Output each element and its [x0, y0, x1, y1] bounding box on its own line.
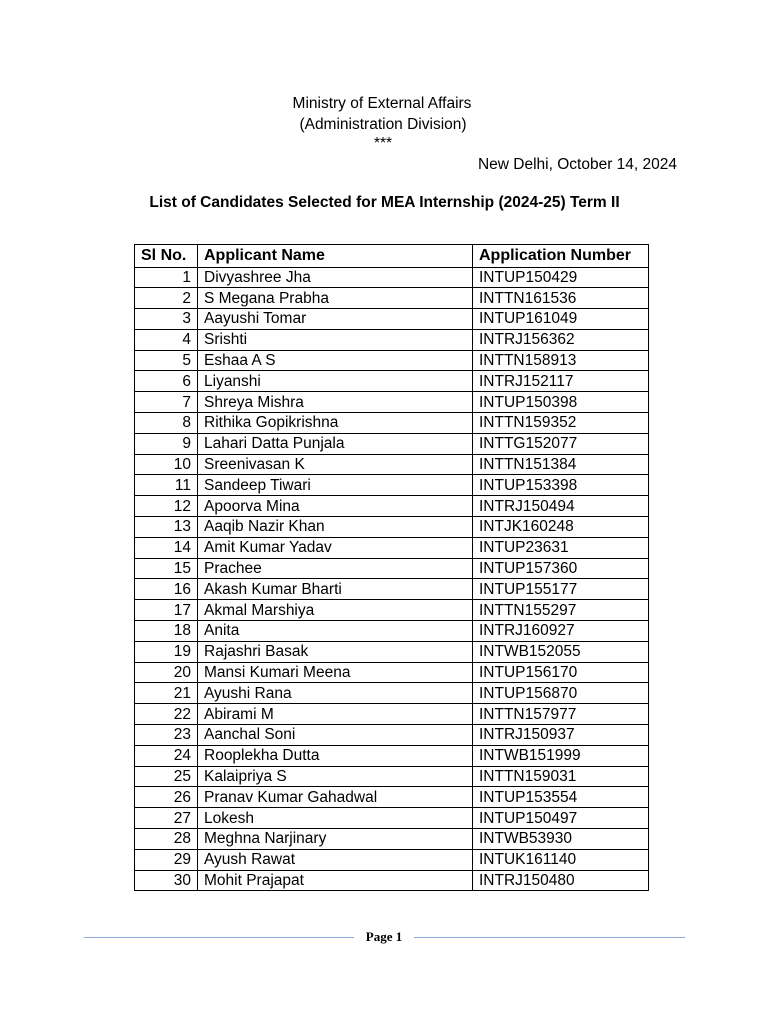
- sl-no-cell: 19: [135, 641, 198, 662]
- sl-no-cell: 29: [135, 849, 198, 870]
- applicant-name-cell: Akmal Marshiya: [198, 600, 473, 621]
- table-row: [135, 745, 649, 766]
- table-row: [135, 641, 649, 662]
- sl-no-cell: 22: [135, 704, 198, 725]
- footer-rule-right: [414, 937, 685, 938]
- candidates-table: [134, 244, 649, 891]
- date-line: New Delhi, October 14, 2024: [477, 156, 677, 173]
- sl-no-cell: 16: [135, 579, 198, 600]
- application-number-cell: INTWB53930: [473, 829, 649, 850]
- application-number-cell: INTUP23631: [473, 537, 649, 558]
- application-number-cell: INTUP156870: [473, 683, 649, 704]
- table-row: [135, 392, 649, 413]
- applicant-name-cell: Shreya Mishra: [198, 392, 473, 413]
- applicant-name-cell: Abirami M: [198, 704, 473, 725]
- table-row: [135, 704, 649, 725]
- table-row: [135, 413, 649, 434]
- sl-no-cell: 30: [135, 870, 198, 891]
- application-number-cell: INTUP156170: [473, 662, 649, 683]
- applicant-name-cell: Kalaipriya S: [198, 766, 473, 787]
- table-row: [135, 787, 649, 808]
- applicant-name-cell: Rajashri Basak: [198, 641, 473, 662]
- table-row: [135, 475, 649, 496]
- applicant-name-cell: Rithika Gopikrishna: [198, 413, 473, 434]
- column-header-sl-no: Sl No.: [135, 245, 198, 268]
- application-number-cell: INTTN157977: [473, 704, 649, 725]
- page-number: Page 1: [365, 929, 403, 944]
- sl-no-cell: 15: [135, 558, 198, 579]
- application-number-cell: INTRJ150494: [473, 496, 649, 517]
- sl-no-cell: 6: [135, 371, 198, 392]
- table-row: [135, 433, 649, 454]
- applicant-name-cell: Sandeep Tiwari: [198, 475, 473, 496]
- applicant-name-cell: Amit Kumar Yadav: [198, 537, 473, 558]
- application-number-cell: INTRJ152117: [473, 371, 649, 392]
- applicant-name-cell: Aayushi Tomar: [198, 309, 473, 330]
- application-number-cell: INTUP150497: [473, 808, 649, 829]
- applicant-name-cell: Divyashree Jha: [198, 267, 473, 288]
- sl-no-cell: 17: [135, 600, 198, 621]
- applicant-name-cell: Lahari Datta Punjala: [198, 433, 473, 454]
- applicant-name-cell: Pranav Kumar Gahadwal: [198, 787, 473, 808]
- applicant-name-cell: Prachee: [198, 558, 473, 579]
- applicant-name-cell: Lokesh: [198, 808, 473, 829]
- sl-no-cell: 28: [135, 829, 198, 850]
- sl-no-cell: 9: [135, 433, 198, 454]
- sl-no-cell: 10: [135, 454, 198, 475]
- document-title: List of Candidates Selected for MEA Internship (2024-25) Term II: [149, 194, 620, 211]
- division-name: (Administration Division): [299, 116, 467, 133]
- application-number-cell: INTUP150398: [473, 392, 649, 413]
- applicant-name-cell: Ayush Rawat: [198, 849, 473, 870]
- application-number-cell: INTRJ150480: [473, 870, 649, 891]
- table-row: [135, 350, 649, 371]
- applicant-name-cell: Aanchal Soni: [198, 725, 473, 746]
- table-row: [135, 454, 649, 475]
- ministry-name: Ministry of External Affairs: [292, 95, 472, 112]
- application-number-cell: INTUP153398: [473, 475, 649, 496]
- sl-no-cell: 12: [135, 496, 198, 517]
- application-number-cell: INTTN155297: [473, 600, 649, 621]
- application-number-cell: INTTN159031: [473, 766, 649, 787]
- applicant-name-cell: S Megana Prabha: [198, 288, 473, 309]
- application-number-cell: INTTN151384: [473, 454, 649, 475]
- application-number-cell: INTRJ156362: [473, 329, 649, 350]
- column-header-application-number: Application Number: [473, 245, 649, 268]
- application-number-cell: INTUK161140: [473, 849, 649, 870]
- table-row: [135, 621, 649, 642]
- sl-no-cell: 1: [135, 267, 198, 288]
- sl-no-cell: 13: [135, 517, 198, 538]
- table-row: [135, 537, 649, 558]
- sl-no-cell: 23: [135, 725, 198, 746]
- applicant-name-cell: Mohit Prajapat: [198, 870, 473, 891]
- sl-no-cell: 20: [135, 662, 198, 683]
- table-row: [135, 829, 649, 850]
- application-number-cell: INTRJ160927: [473, 621, 649, 642]
- application-number-cell: INTWB151999: [473, 745, 649, 766]
- application-number-cell: INTUP153554: [473, 787, 649, 808]
- application-number-cell: INTUP161049: [473, 309, 649, 330]
- table-header-row: [135, 245, 649, 268]
- table-row: [135, 496, 649, 517]
- table-row: [135, 766, 649, 787]
- applicant-name-cell: Akash Kumar Bharti: [198, 579, 473, 600]
- table-row: [135, 558, 649, 579]
- application-number-cell: INTUP155177: [473, 579, 649, 600]
- sl-no-cell: 5: [135, 350, 198, 371]
- application-number-cell: INTTN158913: [473, 350, 649, 371]
- table-row: [135, 683, 649, 704]
- applicant-name-cell: Eshaa A S: [198, 350, 473, 371]
- table-row: [135, 517, 649, 538]
- applicant-name-cell: Meghna Narjinary: [198, 829, 473, 850]
- table-row: [135, 371, 649, 392]
- application-number-cell: INTJK160248: [473, 517, 649, 538]
- applicant-name-cell: Apoorva Mina: [198, 496, 473, 517]
- sl-no-cell: 18: [135, 621, 198, 642]
- separator-stars: ***: [373, 135, 393, 152]
- table-row: [135, 267, 649, 288]
- column-header-applicant-name: Applicant Name: [198, 245, 473, 268]
- applicant-name-cell: Mansi Kumari Meena: [198, 662, 473, 683]
- applicant-name-cell: Ayushi Rana: [198, 683, 473, 704]
- application-number-cell: INTTN161536: [473, 288, 649, 309]
- application-number-cell: INTUP150429: [473, 267, 649, 288]
- applicant-name-cell: Srishti: [198, 329, 473, 350]
- sl-no-cell: 3: [135, 309, 198, 330]
- applicant-name-cell: Liyanshi: [198, 371, 473, 392]
- table-row: [135, 329, 649, 350]
- sl-no-cell: 27: [135, 808, 198, 829]
- table-row: [135, 309, 649, 330]
- table-row: [135, 808, 649, 829]
- sl-no-cell: 7: [135, 392, 198, 413]
- table-row: [135, 662, 649, 683]
- sl-no-cell: 11: [135, 475, 198, 496]
- sl-no-cell: 2: [135, 288, 198, 309]
- application-number-cell: INTRJ150937: [473, 725, 649, 746]
- table-row: [135, 849, 649, 870]
- sl-no-cell: 26: [135, 787, 198, 808]
- applicant-name-cell: Sreenivasan K: [198, 454, 473, 475]
- applicant-name-cell: Rooplekha Dutta: [198, 745, 473, 766]
- table-row: [135, 579, 649, 600]
- sl-no-cell: 24: [135, 745, 198, 766]
- application-number-cell: INTUP157360: [473, 558, 649, 579]
- sl-no-cell: 21: [135, 683, 198, 704]
- sl-no-cell: 14: [135, 537, 198, 558]
- application-number-cell: INTWB152055: [473, 641, 649, 662]
- table-row: [135, 288, 649, 309]
- table-row: [135, 600, 649, 621]
- application-number-cell: INTTN159352: [473, 413, 649, 434]
- table-row: [135, 725, 649, 746]
- sl-no-cell: 4: [135, 329, 198, 350]
- sl-no-cell: 8: [135, 413, 198, 434]
- table-row: [135, 870, 649, 891]
- footer-rule-left: [84, 937, 354, 938]
- sl-no-cell: 25: [135, 766, 198, 787]
- applicant-name-cell: Anita: [198, 621, 473, 642]
- application-number-cell: INTTG152077: [473, 433, 649, 454]
- applicant-name-cell: Aaqib Nazir Khan: [198, 517, 473, 538]
